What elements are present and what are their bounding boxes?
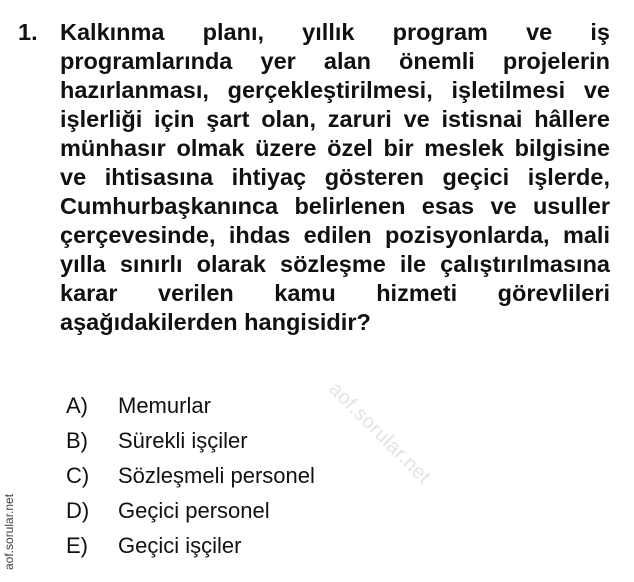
option-a[interactable] bbox=[66, 388, 315, 423]
side-watermark: aof.sorular.net bbox=[2, 493, 16, 570]
option-e-letter: E) bbox=[66, 532, 88, 558]
option-b-letter: B) bbox=[66, 427, 88, 453]
diagonal-watermark: aof.sorular.net bbox=[324, 378, 435, 489]
option-a-letter: A) bbox=[66, 392, 88, 418]
option-e[interactable] bbox=[66, 528, 315, 563]
question-text: Kalkınma planı, yıllık program ve iş programlarında yer alan önemli projelerin hazırlanması, gerçekleştirilmesi, işletilmesi ve işlerliği için şart olan, zaruri ve istisnai hâllere münhasır olmak üzere özel bir meslek bilgisine ve ihtisasına ihtiyaç gösteren geçici işlerde, Cumhurbaşkanınca belirlenen esas ve usuller çerçevesinde, ihdas edilen pozisyonlarda, mali yılla sınırlı olarak sözleşme ile çalıştırılmasına karar verilen kamu hizmeti görevlileri aşağıdakilerden hangisidir? bbox=[60, 19, 610, 335]
option-c-letter: C) bbox=[66, 462, 90, 488]
option-d[interactable] bbox=[66, 493, 315, 528]
option-e-text: Geçici işçiler bbox=[118, 532, 242, 558]
option-d-text: Geçici personel bbox=[118, 497, 270, 523]
question-block bbox=[18, 18, 618, 337]
option-b-text: Sürekli işçiler bbox=[118, 427, 248, 453]
option-d-letter: D) bbox=[66, 497, 90, 523]
option-c-text: Sözleşmeli personel bbox=[118, 462, 315, 488]
option-a-text: Memurlar bbox=[118, 392, 211, 418]
option-c[interactable] bbox=[66, 458, 315, 493]
option-b[interactable] bbox=[66, 423, 315, 458]
answer-options bbox=[66, 388, 315, 563]
question-number: 1. bbox=[18, 19, 38, 45]
